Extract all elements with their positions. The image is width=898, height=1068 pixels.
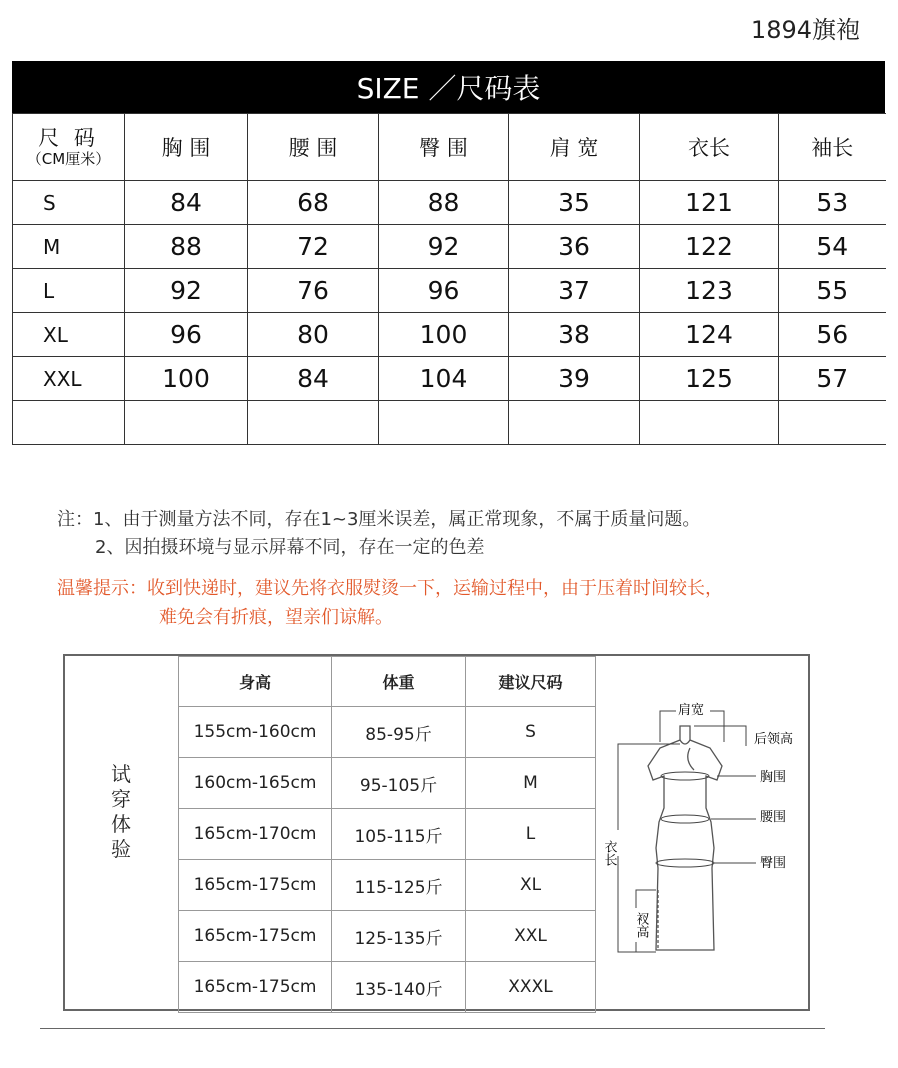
tip-line-1: 温馨提示：收到快递时，建议先将衣服熨烫一下，运输过程中，由于压着时间较长， [57,578,723,599]
bottom-divider [40,1028,825,1029]
hip-label: 臀围 [760,856,787,871]
fitting-row [179,707,596,758]
height-cell: 165cm-175cm [179,962,332,1013]
size-row [13,269,886,313]
size-cell: XL [466,860,596,911]
value-cell: 37 [509,269,640,313]
fitting-row [179,860,596,911]
size-label: 尺 码 [38,126,99,150]
slit-label: 衩高 [633,912,649,938]
value-cell: 80 [248,313,379,357]
value-cell: 122 [640,225,779,269]
weight-cell: 95-105斤 [332,758,466,809]
waist-band [661,815,709,823]
value-cell: 121 [640,181,779,225]
height-cell: 155cm-160cm [179,707,332,758]
hip-band [656,859,714,867]
note-line-2: 2、因拍摄环境与显示屏幕不同，存在一定的色差 [95,537,485,558]
shoulder-label: 肩宽 [678,703,705,718]
size-cell: M [466,758,596,809]
value-cell: 35 [509,181,640,225]
size-chart-table [12,113,886,445]
size-cell: M [13,225,125,269]
fitting-label: 试 穿 体 验 [111,762,131,861]
value-cell: 76 [248,269,379,313]
value-cell: 54 [779,225,886,269]
value-cell: 104 [379,357,509,401]
size-cell: XL [13,313,125,357]
size-cell: L [466,809,596,860]
header-sleeve: 袖长 [779,114,886,181]
size-row [13,313,886,357]
weight-cell: 105-115斤 [332,809,466,860]
waist-label: 腰围 [760,810,787,825]
header-weight: 体重 [332,657,466,707]
value-cell: 84 [248,357,379,401]
size-row [13,181,886,225]
size-cell: XXL [13,357,125,401]
product-code: 1894旗袍 [750,16,860,44]
size-cell: XXL [466,911,596,962]
size-label-cell [13,114,125,181]
fitting-table [178,656,596,1013]
back-collar-label: 后领高 [754,732,794,747]
value-cell: 96 [379,269,509,313]
fitting-row [179,962,596,1013]
value-cell: 92 [379,225,509,269]
note-line-1: 注：1、由于测量方法不同，存在1~3厘米误差，属正常现象，不属于质量问题。 [57,509,701,530]
size-cell: XXXL [466,962,596,1013]
height-cell: 160cm-165cm [179,758,332,809]
qipao-measurement-diagram [596,690,804,980]
empty-row [13,401,886,445]
value-cell: 38 [509,313,640,357]
bust-label: 胸围 [760,770,787,785]
header-bust: 胸 围 [125,114,248,181]
value-cell: 57 [779,357,886,401]
size-cell: L [13,269,125,313]
value-cell: 39 [509,357,640,401]
value-cell: 123 [640,269,779,313]
length-label: 衣长 [601,840,617,866]
size-chart-title: SIZE ／尺码表 [12,61,885,113]
header-waist: 腰 围 [248,114,379,181]
value-cell: 68 [248,181,379,225]
value-cell: 92 [125,269,248,313]
size-row [13,357,886,401]
value-cell: 56 [779,313,886,357]
value-cell: 55 [779,269,886,313]
height-cell: 165cm-170cm [179,809,332,860]
tip-line-2: 难免会有折痕，望亲们谅解。 [159,607,393,628]
header-length: 衣长 [640,114,779,181]
header-recommended-size: 建议尺码 [466,657,596,707]
value-cell: 53 [779,181,886,225]
value-cell: 84 [125,181,248,225]
size-chart-header-row [13,114,886,181]
header-height: 身高 [179,657,332,707]
value-cell: 124 [640,313,779,357]
height-cell: 165cm-175cm [179,911,332,962]
header-hip: 臀 围 [379,114,509,181]
bust-band [661,772,709,780]
value-cell: 36 [509,225,640,269]
fitting-row [179,911,596,962]
size-row [13,225,886,269]
size-cell: S [466,707,596,758]
weight-cell: 125-135斤 [332,911,466,962]
weight-cell: 135-140斤 [332,962,466,1013]
fitting-header-row [179,657,596,707]
value-cell: 125 [640,357,779,401]
value-cell: 96 [125,313,248,357]
weight-cell: 115-125斤 [332,860,466,911]
size-cell: S [13,181,125,225]
weight-cell: 85-95斤 [332,707,466,758]
value-cell: 100 [125,357,248,401]
size-unit: （CM厘米） [26,150,111,168]
value-cell: 100 [379,313,509,357]
height-cell: 165cm-175cm [179,860,332,911]
fitting-row [179,809,596,860]
value-cell: 88 [379,181,509,225]
value-cell: 88 [125,225,248,269]
fitting-row [179,758,596,809]
qipao-dress-illustration [648,726,722,950]
value-cell: 72 [248,225,379,269]
header-shoulder: 肩 宽 [509,114,640,181]
